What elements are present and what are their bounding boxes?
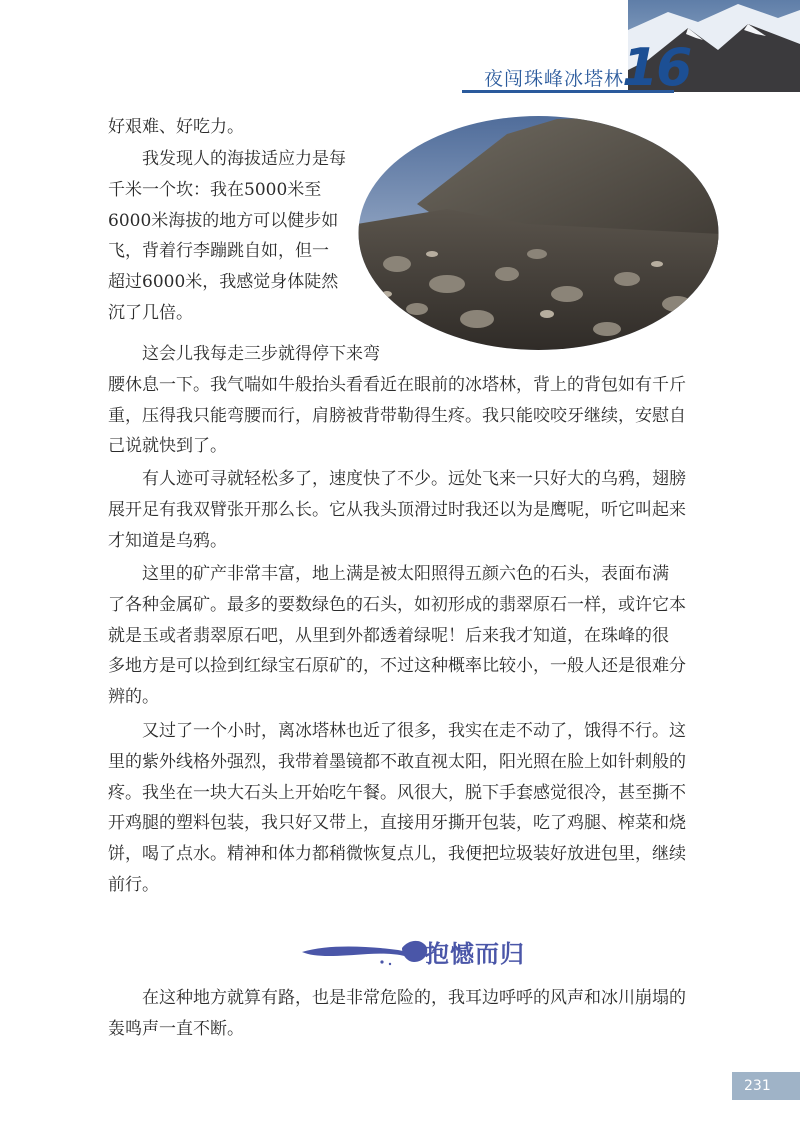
text-line: 超过6000米，我感觉身体陡然 (108, 272, 339, 293)
text-line: 己说就快到了。 (108, 436, 227, 457)
text-line: 才知道是乌鸦。 (108, 530, 227, 551)
text-line: 就是玉或者翡翠原石吧，从里到外都透着绿呢！后来我才知道，在珠峰的很 (108, 625, 669, 646)
section-heading: 抱憾而归 (425, 940, 525, 968)
text-line: 6000米海拔的地方可以健步如 (108, 210, 339, 231)
text-line: 我发现人的海拔适应力是每 (142, 149, 346, 169)
text-line: 饼，喝了点水。精神和体力都稍微恢复点儿，我便把垃圾装好放进包里，继续 (108, 844, 686, 865)
text-line: 有人迹可寻就轻松多了，速度快了不少。远处飞来一只好大的乌鸦，翅膀 (142, 469, 686, 489)
paragraph-6 (108, 716, 708, 901)
rock-landscape-icon (357, 114, 720, 352)
text-line: 疼。我坐在一块大石头上开始吃午餐。风很大，脱下手套感觉很冷，甚至撕不 (108, 782, 686, 803)
text-line: 在这种地方就算有路，也是非常危险的，我耳边呼呼的风声和冰川崩塌的 (142, 988, 686, 1008)
chapter-title: 夜闯珠峰冰塔林 (484, 68, 625, 90)
paragraph-2 (108, 144, 353, 329)
text-line: 开鸡腿的塑料包装，我只好又带上，直接用牙撕开包装，吃了鸡腿、榨菜和烧 (108, 813, 686, 834)
text-line: 千米一个坎：我在5000米至 (108, 179, 322, 200)
text-line: 沉了几倍。 (108, 302, 193, 323)
text-line: 轰鸣声一直不断。 (108, 1018, 244, 1039)
text-line: 展开足有我双臂张开那么长。它从我头顶滑过时我还以为是鹰呢，听它叫起来 (108, 499, 686, 520)
rocky-slope-photo (357, 114, 720, 352)
page-number: 231 (732, 1072, 800, 1100)
text-line: 好艰难、好吃力。 (108, 117, 244, 137)
text-line: 这里的矿产非常丰富，地上满是被太阳照得五颜六色的石头，表面布满 (142, 564, 669, 584)
text-line: 重，压得我只能弯腰而行，肩膀被背带勒得生疼。我只能咬咬牙继续，安慰自 (108, 405, 686, 426)
paragraph-5 (108, 559, 708, 713)
text-line: 前行。 (108, 874, 159, 895)
chapter-number: 16 (622, 38, 691, 98)
text-line: 飞，背着行李蹦跳自如，但一 (108, 241, 329, 262)
text-line: 了各种金属矿。最多的要数绿色的石头，如初形成的翡翠原石一样，或许它本 (108, 594, 686, 615)
text-line: 辨的。 (108, 687, 159, 708)
paragraph-7 (108, 983, 708, 1045)
text-line: 里的紫外线格外强烈，我带着墨镜都不敢直视太阳，阳光照在脸上如针刺般的 (108, 751, 686, 772)
text-line: 多地方是可以捡到红绿宝石原矿的，不过这种概率比较小，一般人还是很难分 (108, 656, 686, 677)
text-line: 又过了一个小时，离冰塔林也近了很多，我实在走不动了，饿得不行。这 (142, 721, 686, 741)
paragraph-4 (108, 464, 708, 556)
text-line: 这会儿我每走三步就得停下来弯 (142, 344, 380, 364)
paragraph-3 (108, 339, 708, 462)
text-line: 腰休息一下。我气喘如牛般抬头看看近在眼前的冰塔林，背上的背包如有千斤 (108, 374, 686, 395)
